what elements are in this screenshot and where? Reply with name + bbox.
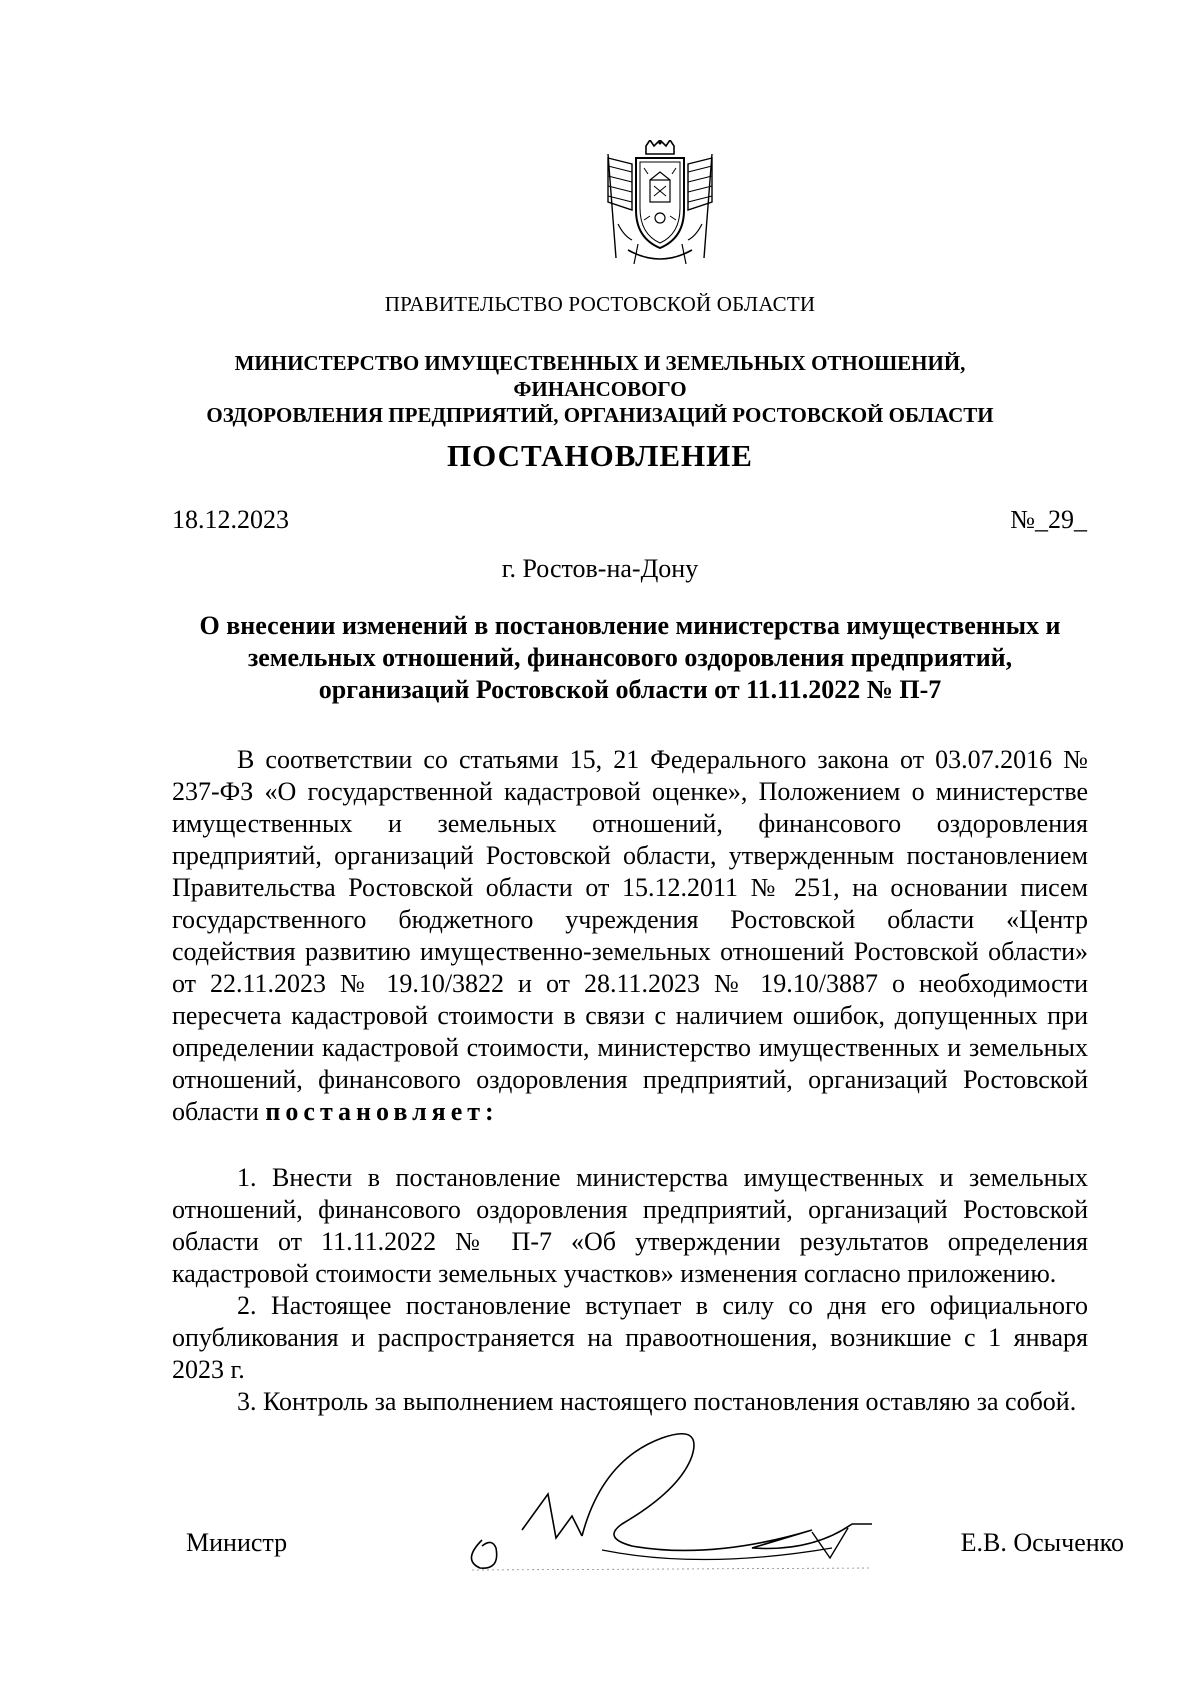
decree-item: 1. Внести в постановление министерства имущественных и земельных отношений, финансового оздоровления предприятий, организаций Ростовской области от 11.11.2022 № П-7 «Об утверждении результатов определения кадастровой стоимости земельных участков» изменения согласно приложению. <box>172 1163 1088 1288</box>
decree-item: 3. Контроль за выполнением настоящего постановления оставляю за собой. <box>237 1387 1077 1416</box>
subject-line-1: О внесении изменений в постановление министерства имущественных и <box>199 611 1061 640</box>
decree-item: 2. Настоящее постановление вступает в силу со дня его официального опубликования и распространяется на правоотношения, возникшие с 1 января 2023 г. <box>172 1291 1088 1384</box>
document-city: г. Ростов-на-Дону <box>501 554 699 583</box>
signatory-title: Министр <box>186 1528 288 1557</box>
ministry-name-line-2: ОЗДОРОВЛЕНИЯ ПРЕДПРИЯТИЙ, ОРГАНИЗАЦИЙ РОСТОВСКОЙ ОБЛАСТИ <box>206 403 994 427</box>
signatory-name: Е.В. Осыченко <box>960 1528 1124 1557</box>
preamble-paragraph <box>172 744 1088 1128</box>
government-title: ПРАВИТЕЛЬСТВО РОСТОВСКОЙ ОБЛАСТИ <box>384 292 816 316</box>
subject-line-3: организаций Ростовской области от 11.11.2022 № П-7 <box>318 675 942 704</box>
decree-word: постановляет: <box>265 1097 499 1126</box>
document-date: 18.12.2023 <box>172 505 289 534</box>
decree-items <box>172 1162 1088 1418</box>
signature-block <box>0 1528 1200 1568</box>
preamble-text: В соответствии со статьями 15, 21 Федерального закона от 03.07.2016 № 237-ФЗ «О государственной кадастровой оценке», Положением о министерстве имущественных и земельных отношений, финансового оздоровления предприятий, организаций Ростовской области, утвержденным постановлением Правительства Ростовской области от 15.12.2011 № 251, на основании писем государственного бюджетного учреждения Ростовской области «Центр содействия развитию имущественно-земельных отношений Ростовской области» от 22.11.2023 № 19.10/3822 и от 28.11.2023 № 19.10/3887 о необходимости пересчета кадастровой стоимости в связи с наличием ошибок, допущенных при определении кадастровой стоимости, министерство имущественных и земельных отношений, финансового оздоровления предприятий, организаций Ростовской области <box>172 745 1088 1126</box>
ministry-name <box>150 350 1050 428</box>
document-number: №_29_ <box>1010 505 1087 534</box>
coat-of-arms-icon <box>598 140 722 270</box>
document-subject <box>172 610 1088 706</box>
subject-line-2: земельных отношений, финансового оздоровления предприятий, <box>247 643 1013 672</box>
document-type-heading: ПОСТАНОВЛЕНИЕ <box>447 438 753 473</box>
ministry-name-line-1: МИНИСТЕРСТВО ИМУЩЕСТВЕННЫХ И ЗЕМЕЛЬНЫХ ОТНОШЕНИЙ, ФИНАНСОВОГО <box>234 351 966 401</box>
